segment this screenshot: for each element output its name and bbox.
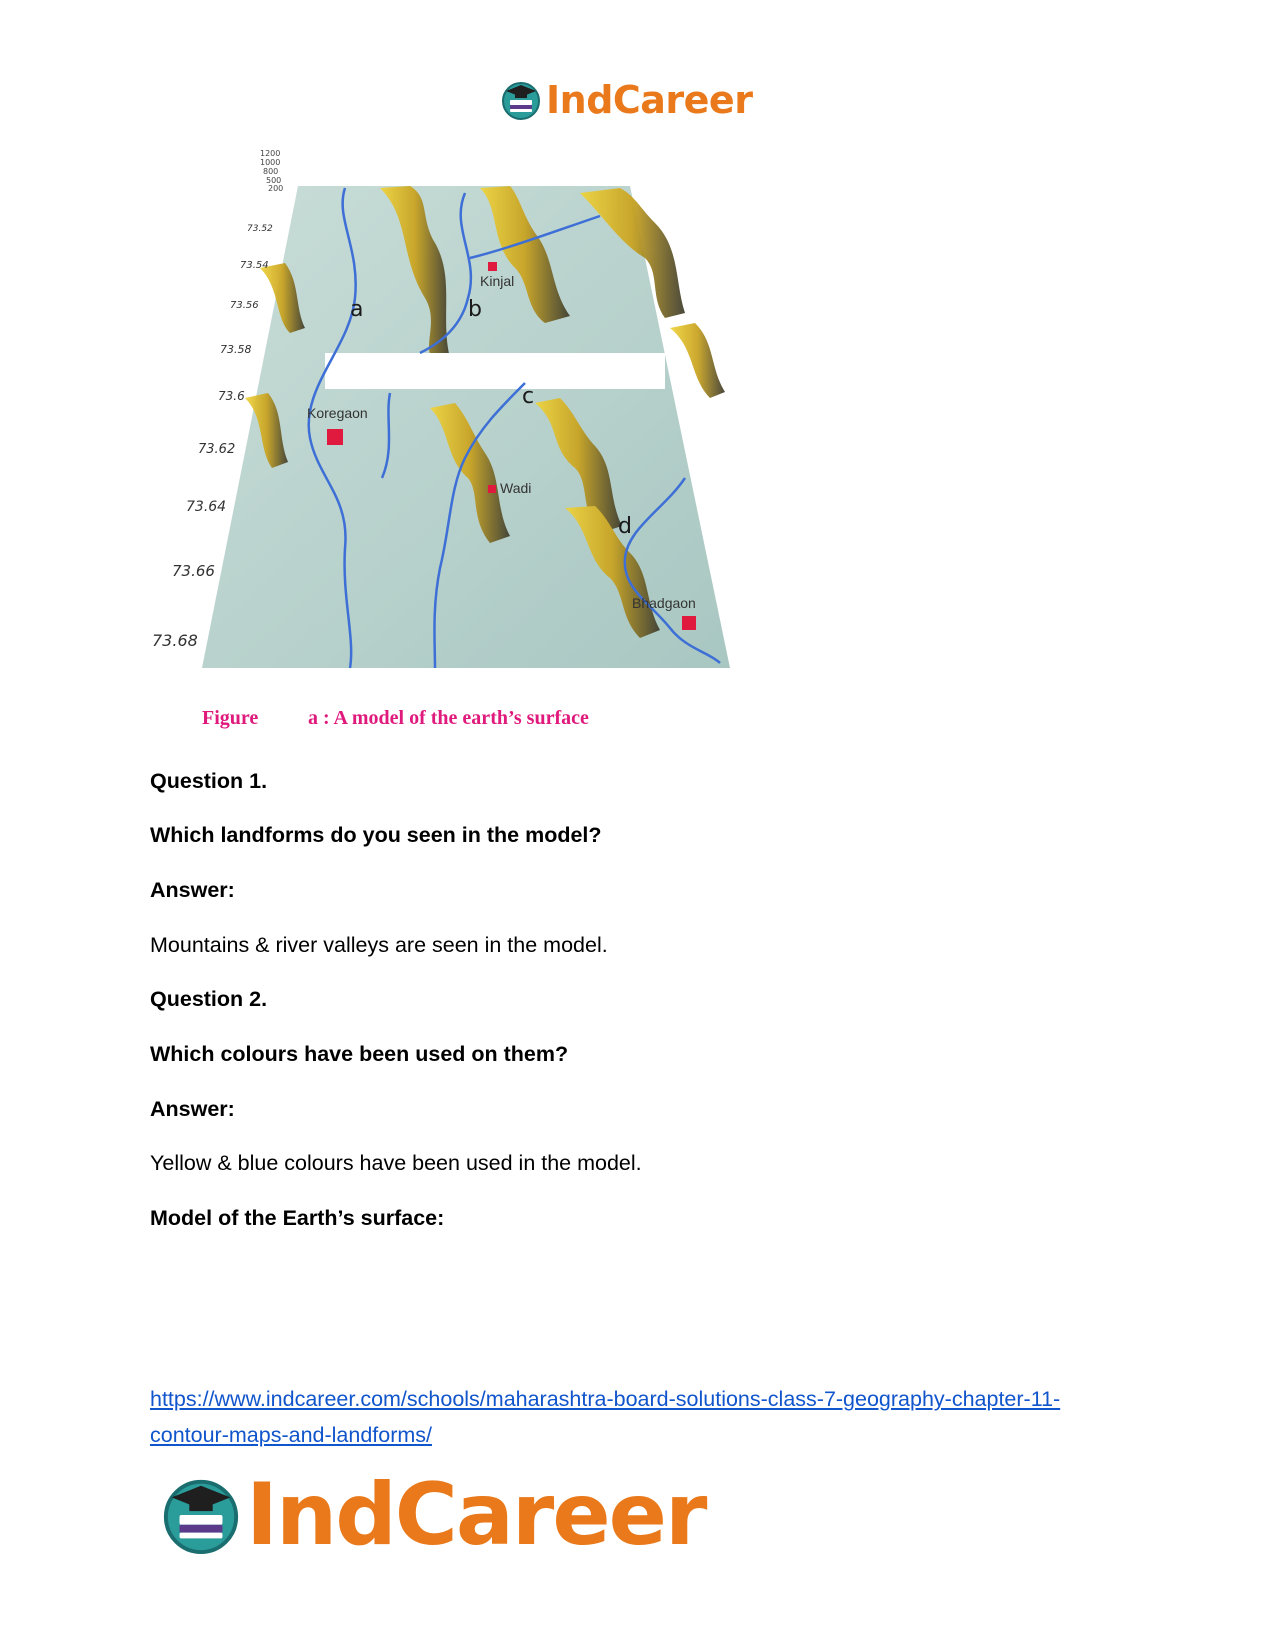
lat-label: 73.52 <box>247 224 273 234</box>
question-1-text: Which landforms do you seen in the model? <box>150 823 602 847</box>
graduation-globe-icon <box>160 1474 242 1556</box>
section-heading: Model of the Earth’s surface: <box>150 1206 445 1230</box>
answer-1-text: Mountains & river valleys are seen in the model. <box>150 933 608 957</box>
answer-1-label: Answer: <box>150 878 235 902</box>
elev-label: 500 <box>266 176 282 185</box>
lat-label: 73.68 <box>152 631 198 650</box>
lat-label: 73.66 <box>172 562 215 580</box>
indcareer-logo-top <box>500 78 752 122</box>
river-label-d: d <box>618 514 632 539</box>
town-bhadgaon-marker <box>682 616 696 630</box>
place-label-koregaon: Koregaon <box>307 405 368 421</box>
question-2-label: Question 2. <box>150 987 268 1011</box>
town-kinjal-marker <box>488 262 497 271</box>
figure-caption-text: a : A model of the earth’s surface <box>308 707 589 729</box>
place-label-kinjal: Kinjal <box>480 273 515 289</box>
lat-label: 73.62 <box>198 442 236 457</box>
lat-label: 73.64 <box>186 499 227 515</box>
elev-label: 1000 <box>260 158 281 167</box>
river-label-c: c <box>522 384 535 409</box>
lat-label: 73.54 <box>240 260 269 271</box>
logo-text: IndCareer <box>246 1465 706 1565</box>
graduation-globe-icon <box>500 79 542 121</box>
river-label-a: a <box>350 297 364 322</box>
lat-label: 73.58 <box>220 343 252 356</box>
masked-strip <box>325 353 665 389</box>
question-2-text: Which colours have been used on them? <box>150 1042 569 1066</box>
figure-caption-label: Figure <box>202 707 259 729</box>
elev-label: 200 <box>268 184 284 193</box>
place-label-wadi: Wadi <box>500 480 532 496</box>
river-label-b: b <box>468 297 482 322</box>
logo-text: IndCareer <box>546 78 753 122</box>
source-link[interactable]: https://www.indcareer.com/schools/maharashtra-board-solutions-class-7-geography-chapter-11-contour-maps-and-landforms/ <box>150 1387 1061 1447</box>
lat-label: 73.56 <box>230 300 259 311</box>
question-1-label: Question 1. <box>150 769 268 793</box>
answer-2-label: Answer: <box>150 1097 235 1121</box>
answer-2-text: Yellow & blue colours have been used in the model. <box>150 1151 642 1175</box>
lat-label: 73.6 <box>218 389 245 403</box>
place-label-bhadgaon: Bhadgaon <box>632 595 696 611</box>
elev-label: 1200 <box>260 149 281 158</box>
elev-label: 800 <box>263 167 279 176</box>
earth-surface-model-figure <box>150 148 770 728</box>
town-koregaon-marker <box>327 429 343 445</box>
indcareer-logo-bottom <box>160 1465 705 1565</box>
town-wadi-marker <box>488 485 496 493</box>
